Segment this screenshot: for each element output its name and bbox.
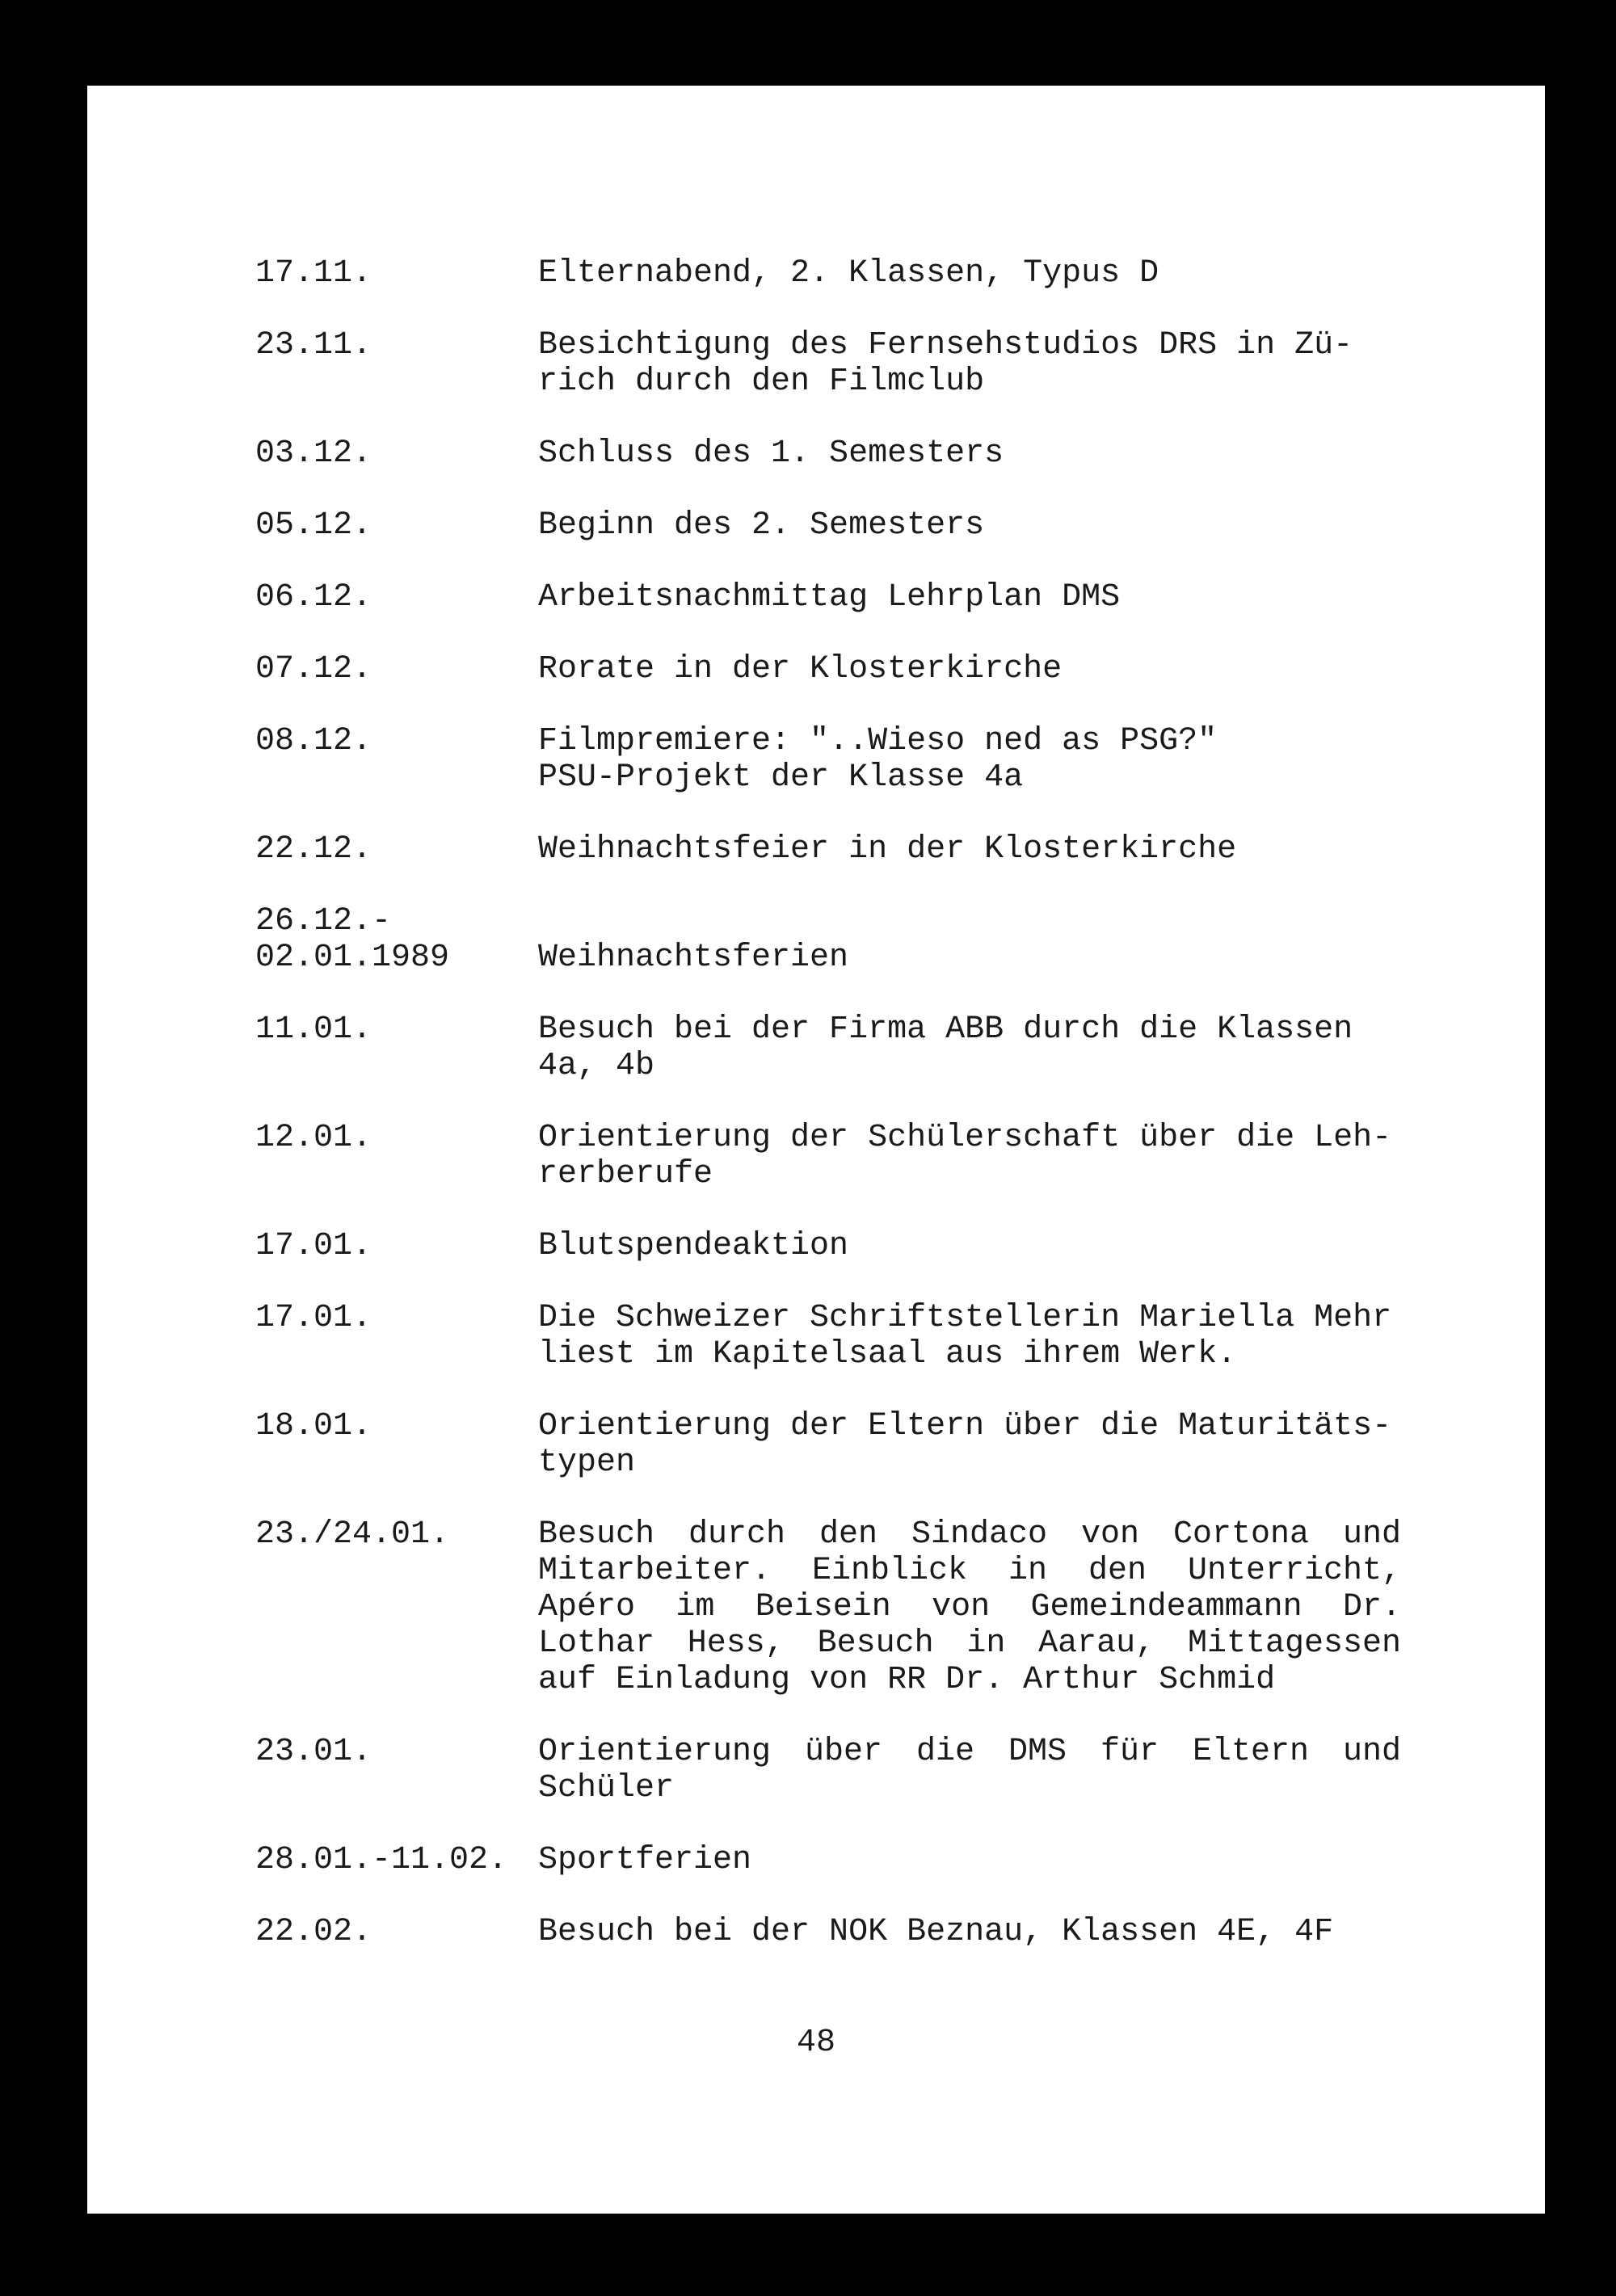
- event-entry: [255, 831, 1513, 868]
- event-date: 08.12.: [255, 723, 372, 759]
- event-description: Orientierung über die DMS für Eltern und Schüler: [538, 1734, 1401, 1806]
- event-entry: [255, 1011, 1513, 1084]
- event-description: Schluss des 1. Semesters: [538, 435, 1004, 472]
- event-entry: [255, 1300, 1513, 1373]
- event-list: [255, 255, 1513, 1986]
- event-entry: [255, 1734, 1513, 1806]
- event-description: Blutspendeaktion: [538, 1228, 849, 1264]
- event-date: 07.12.: [255, 651, 372, 688]
- event-entry: [255, 1120, 1513, 1192]
- event-entry: [255, 255, 1513, 292]
- event-description: Orientierung der Eltern über die Maturitäts- typen: [538, 1408, 1392, 1481]
- event-date: 03.12.: [255, 435, 372, 472]
- event-date: 11.01.: [255, 1011, 372, 1048]
- event-date: 17.01.: [255, 1300, 372, 1336]
- event-date: 22.02.: [255, 1914, 372, 1950]
- event-date: 28.01.-11.02.: [255, 1842, 508, 1878]
- event-description: Weihnachtsfeier in der Klosterkirche: [538, 831, 1237, 868]
- event-entry: [255, 579, 1513, 616]
- event-date: 17.11.: [255, 255, 372, 292]
- event-entry: [255, 1842, 1513, 1878]
- event-entry: [255, 435, 1513, 472]
- event-description: Filmpremiere: "..Wieso ned as PSG?" PSU-Projekt der Klasse 4a: [538, 723, 1218, 796]
- event-description: Sportferien: [538, 1842, 752, 1878]
- event-description: Elternabend, 2. Klassen, Typus D: [538, 255, 1159, 292]
- event-date: 23.11.: [255, 327, 372, 364]
- event-description: Die Schweizer Schriftstellerin Mariella Mehr liest im Kapitelsaal aus ihrem Werk.: [538, 1300, 1392, 1373]
- event-date: 23./24.01.: [255, 1516, 450, 1553]
- event-entry: [255, 651, 1513, 688]
- event-description: Arbeitsnachmittag Lehrplan DMS: [538, 579, 1121, 616]
- event-description: Besuch durch den Sindaco von Cortona und Mitarbeiter. Einblick in den Unterricht, Apéro im Beisein von Gemeindeammann Dr. Lothar Hess, Besuch in Aarau, Mittagessen auf Einladung von RR Dr. Arthur Schmid: [538, 1516, 1401, 1698]
- event-description: Orientierung der Schülerschaft über die Leh- rerberufe: [538, 1120, 1392, 1192]
- event-description: Besichtigung des Fernsehstudios DRS in Zü- rich durch den Filmclub: [538, 327, 1353, 400]
- event-entry: [255, 1914, 1513, 1950]
- event-entry: [255, 723, 1513, 796]
- page-number: 48: [796, 2025, 835, 2061]
- event-entry: [255, 1516, 1513, 1698]
- event-entry: [255, 327, 1513, 400]
- event-description: Besuch bei der NOK Beznau, Klassen 4E, 4F: [538, 1914, 1334, 1950]
- event-date: 23.01.: [255, 1734, 372, 1770]
- event-description: Weihnachtsferien: [538, 940, 849, 976]
- event-description: Rorate in der Klosterkirche: [538, 651, 1063, 688]
- event-date: 17.01.: [255, 1228, 372, 1264]
- event-entry: [255, 1408, 1513, 1481]
- event-description: Beginn des 2. Semesters: [538, 507, 985, 544]
- document-page: [87, 86, 1545, 2214]
- event-date: 06.12.: [255, 579, 372, 616]
- event-entry: [255, 903, 1513, 976]
- event-date: 05.12.: [255, 507, 372, 544]
- event-date: 12.01.: [255, 1120, 372, 1156]
- event-date: 18.01.: [255, 1408, 372, 1444]
- event-date: 26.12.- 02.01.1989: [255, 903, 450, 976]
- event-date: 22.12.: [255, 831, 372, 868]
- event-entry: [255, 507, 1513, 544]
- event-entry: [255, 1228, 1513, 1264]
- event-description: Besuch bei der Firma ABB durch die Klassen 4a, 4b: [538, 1011, 1353, 1084]
